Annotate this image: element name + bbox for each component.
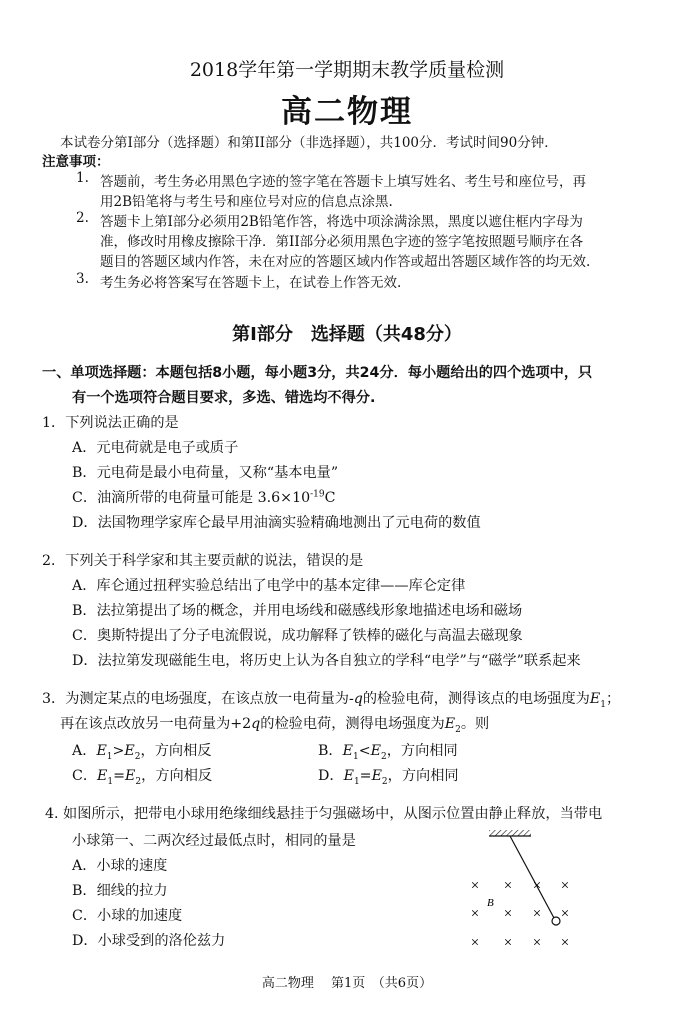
question-stem-line <box>60 713 489 735</box>
field-symbol: E <box>370 743 381 759</box>
notice-number: 1. <box>76 170 89 186</box>
ceiling-support <box>489 830 531 836</box>
notice-line: 题目的答题区域内作答，未在对应的答题区域内作答或超出答题区域作答的均无效. <box>100 254 591 270</box>
notice-number: 2. <box>76 210 89 226</box>
stem-text: 3．为测定某点的电场强度，在该点放一电荷量为 <box>42 691 349 707</box>
option-b <box>318 740 458 762</box>
notice-line: 用2B铅笔将与考生号和座位号对应的信息点涂黑. <box>100 194 393 210</box>
field-symbol: E <box>371 768 382 784</box>
cross-mark: × <box>560 906 570 922</box>
subscript: 1 <box>107 776 114 787</box>
notice-line: 准，修改时用橡皮擦除干净．第II部分必须用黑色字迹的签字笔按照题号顺序在各 <box>100 234 584 250</box>
field-symbol: E <box>125 768 136 784</box>
option-b: B．元电荷是最小电荷量，又称“基本电量” <box>72 465 339 481</box>
stem-text: 。则 <box>460 716 490 732</box>
instruction-line: 有一个选项符合题目要求，多选、错选均不得分. <box>72 390 376 406</box>
cross-mark: × <box>532 878 542 894</box>
field-symbol: E <box>124 743 135 759</box>
notice-heading: 注意事项： <box>42 154 110 170</box>
field-symbol: E <box>342 743 353 759</box>
charge-symbol: -q <box>348 691 363 707</box>
punctuation: ； <box>605 691 621 707</box>
notice-line: 考生务必将答案写在答题卡上，在试卷上作答无效. <box>100 275 402 291</box>
option-tail: ，方向相同 <box>386 743 458 759</box>
option-label: C． <box>72 768 98 784</box>
subscript: 1 <box>353 776 360 787</box>
question-stem-line: 小球第一、二两次经过最低点时，相同的量是 <box>72 833 356 849</box>
question-stem: 1．下列说法正确的是 <box>42 415 179 431</box>
subscript: 2 <box>381 776 388 787</box>
cross-mark: × <box>470 935 480 951</box>
stem-text: 的检验电荷，测得该点的电场强度为 <box>362 691 590 707</box>
cross-mark: × <box>503 935 513 951</box>
subscript: 1 <box>352 751 359 762</box>
cross-mark: × <box>560 935 570 951</box>
option-label: A． <box>72 743 97 759</box>
option-a <box>72 740 211 762</box>
option-label: D． <box>318 768 344 784</box>
cross-mark: × <box>532 935 542 951</box>
exponent: -19 <box>310 489 325 500</box>
option-d: D．小球受到的洛伦兹力 <box>72 933 226 949</box>
subscript: 2 <box>380 751 387 762</box>
option-d: D．法拉第发现磁能生电，将历史上认为各自独立的学科“电学”与“磁学”联系起来 <box>72 653 581 669</box>
option-label: B． <box>318 743 343 759</box>
pendulum-figure <box>465 826 595 956</box>
cross-mark: × <box>470 906 480 922</box>
subscript: 2 <box>135 776 142 787</box>
field-label: B <box>487 897 494 909</box>
option-c <box>72 487 335 507</box>
field-symbol: E <box>97 768 108 784</box>
subject-title: 高二物理 <box>281 94 413 130</box>
option-tail: ，方向相反 <box>141 768 213 784</box>
unit: C <box>324 490 336 506</box>
charged-ball <box>552 917 560 925</box>
relation: = <box>113 768 126 784</box>
cross-mark: × <box>503 906 513 922</box>
subscript: 2 <box>455 724 461 735</box>
cross-mark: × <box>503 878 513 894</box>
option-c-text: C．油滴所带的电荷量可能是 3.6×10 <box>72 490 311 506</box>
stem-text: 的检验电荷，测得电场强度为 <box>260 716 445 732</box>
option-a: A．库仑通过扭秤实验总结出了电学中的基本定律——库仑定律 <box>72 578 466 594</box>
instruction-line: 一、单项选择题：本题包括8小题，每小题3分，共24分．每小题给出的四个选项中，只 <box>42 365 593 381</box>
cross-mark: × <box>470 878 480 894</box>
question-stem: 2．下列关于科学家和其主要贡献的说法，错误的是 <box>42 553 364 569</box>
subscript: 1 <box>106 751 113 762</box>
option-d <box>318 765 459 787</box>
notice-number: 3. <box>76 271 89 287</box>
subscript: 1 <box>600 699 606 710</box>
section-title: 第I部分 选择题（共48分） <box>232 324 462 345</box>
relation: < <box>358 743 371 759</box>
option-c <box>72 765 212 787</box>
subscript: 2 <box>134 751 141 762</box>
notice-line: 答题前，考生务必用黑色字迹的签字笔在答题卡上填写姓名、考生号和座位号，再 <box>100 174 586 190</box>
field-symbol: E <box>444 716 456 732</box>
option-a: A．元电荷就是电子或质子 <box>72 440 239 456</box>
option-tail: ，方向相同 <box>387 768 459 784</box>
charge-symbol: q <box>251 716 261 732</box>
relation: > <box>112 743 125 759</box>
exam-title: 2018学年第一学期期末教学质量检测 <box>189 59 505 81</box>
intro-text: 本试卷分第I部分（选择题）和第II部分（非选择题），共100分．考试时间90分钟． <box>60 135 558 151</box>
option-d: D．法国物理学家库仑最早用油滴实验精确地测出了元电荷的数值 <box>72 515 481 531</box>
cross-mark: × <box>560 878 570 894</box>
cross-mark: × <box>532 906 542 922</box>
relation: = <box>359 768 372 784</box>
field-symbol: E <box>343 768 354 784</box>
question-stem-line <box>42 688 620 710</box>
field-symbol: E <box>589 691 601 707</box>
option-c: C．奥斯特提出了分子电流假说，成功解释了铁棒的磁化与高温去磁现象 <box>72 628 523 644</box>
option-a: A．小球的速度 <box>72 858 168 874</box>
question-stem-line: 4. 如图所示，把带电小球用绝缘细线悬挂于匀强磁场中，从图示位置由静止释放，当带电 <box>45 806 603 822</box>
stem-text: 再在该点改放另一电荷量为+2 <box>60 716 252 732</box>
field-symbol: E <box>96 743 107 759</box>
option-tail: ，方向相反 <box>140 743 212 759</box>
option-c: C．小球的加速度 <box>72 908 183 924</box>
page-footer: 高二物理 第1页 （共6页） <box>261 976 433 991</box>
option-b: B．细线的拉力 <box>72 883 168 899</box>
notice-line: 答题卡上第I部分必须用2B铅笔作答，将选中项涂满涂黑，黑度以遮住框内字母为 <box>100 214 583 230</box>
option-b: B．法拉第提出了场的概念，并用电场线和磁感线形象地描述电场和磁场 <box>72 603 523 619</box>
